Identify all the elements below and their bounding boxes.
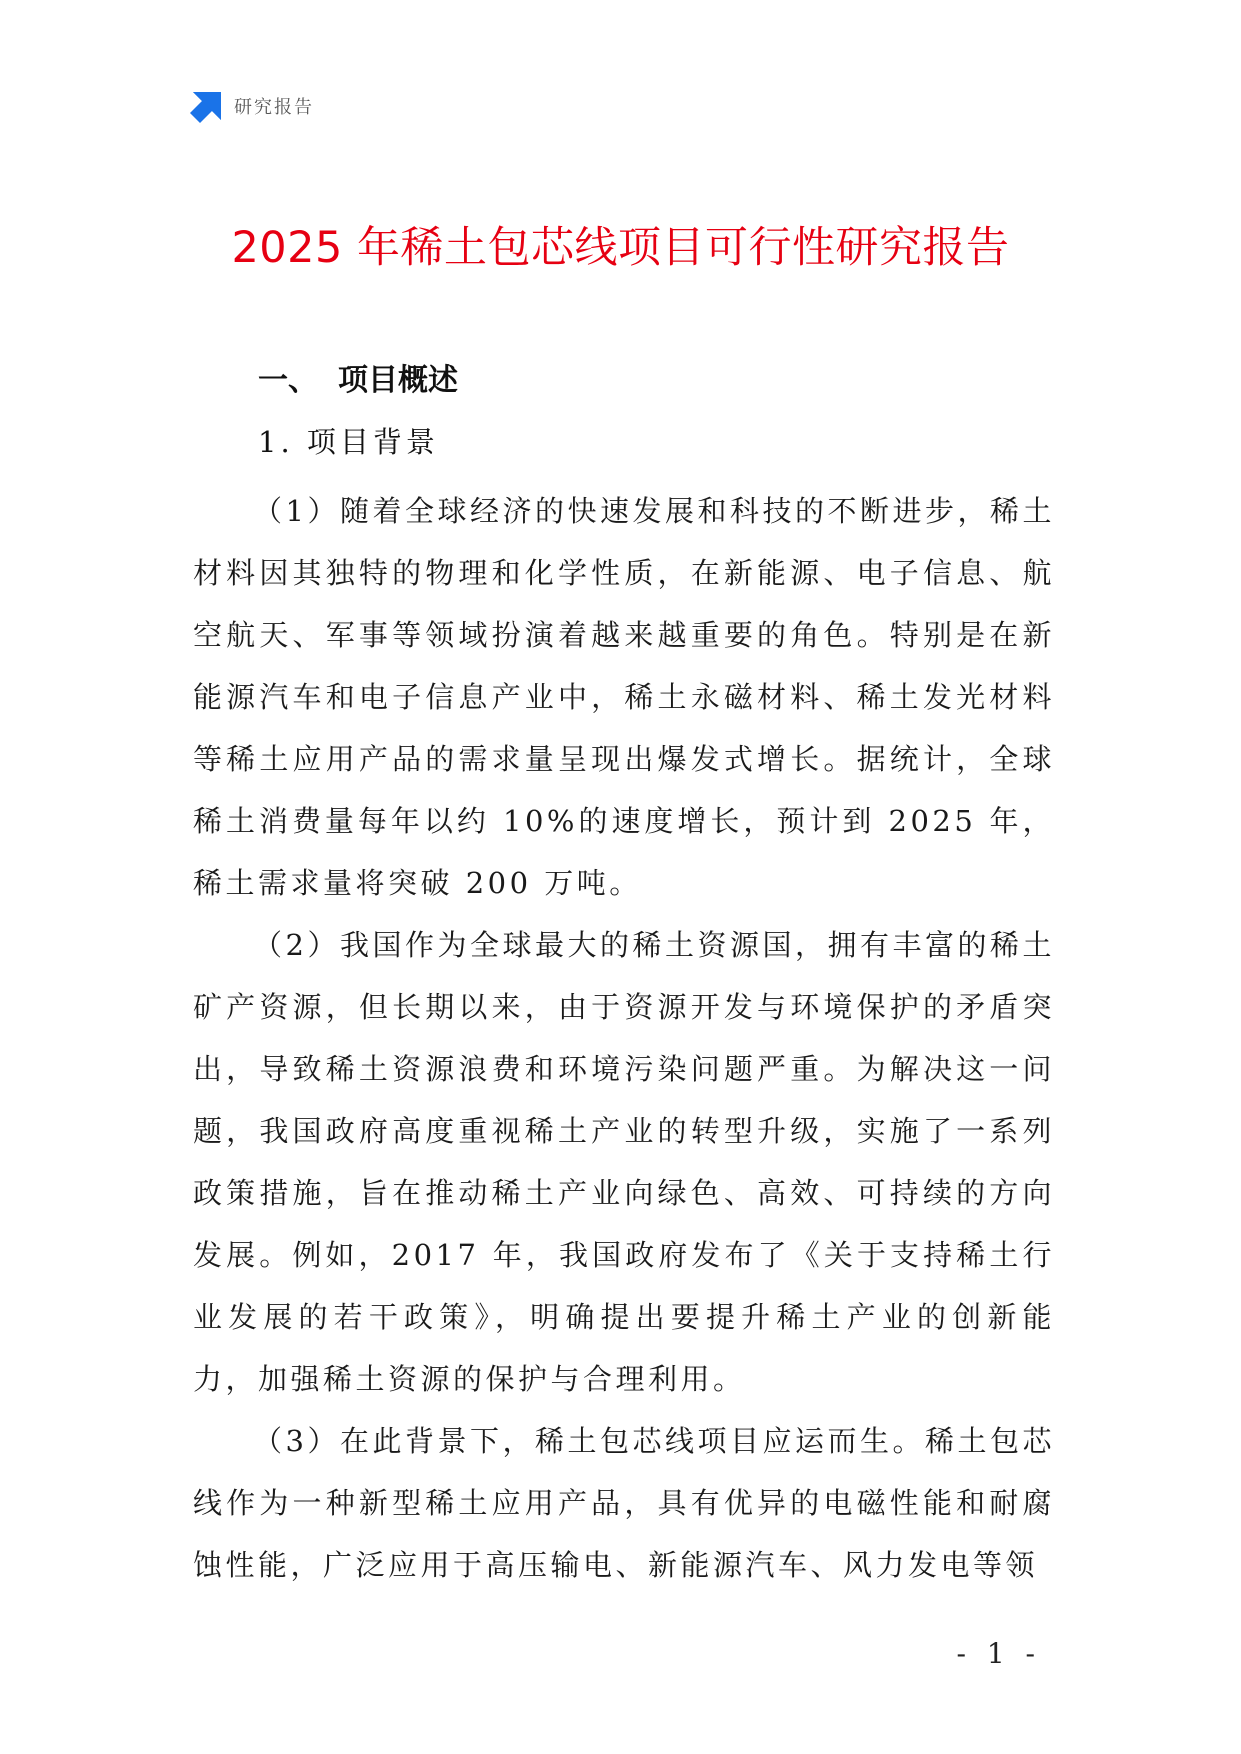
section-heading — [258, 359, 458, 403]
header-label: 研究报告 — [234, 97, 314, 118]
document-title: 2025 年稀土包芯线项目可行性研究报告 — [231, 223, 1010, 273]
arrow-up-right-logo-icon — [190, 89, 224, 123]
page-number: - 1 - — [956, 1637, 1041, 1670]
section-label: 项目概述 — [338, 363, 458, 398]
subsection-heading: 1. 项目背景 — [258, 425, 439, 459]
document-body — [193, 480, 1055, 1596]
section-number: 一、 — [258, 363, 318, 398]
page-header — [190, 88, 314, 124]
paragraph-2: （2）我国作为全球最大的稀土资源国，拥有丰富的稀土矿产资源，但长期以来，由于资源开发与环境保护的矛盾突出，导致稀土资源浪费和环境污染问题严重。为解决这一问题，我国政府高度重视稀土产业的转型升级，实施了一系列政策措施，旨在推动稀土产业向绿色、高效、可持续的方向发展。例如，2017 年，我国政府发布了《关于支持稀土行业发展的若干政策》，明确提出要提升稀土产业的创新能力，加强稀土资源的保护与合理利用。 — [193, 928, 1055, 1396]
paragraph-1: （1）随着全球经济的快速发展和科技的不断进步，稀土材料因其独特的物理和化学性质，在新能源、电子信息、航空航天、军事等领域扮演着越来越重要的角色。特别是在新能源汽车和电子信息产业中，稀土永磁材料、稀土发光材料等稀土应用产品的需求量呈现出爆发式增长。据统计，全球稀土消费量每年以约 10%的速度增长，预计到 2025 年，稀土需求量将突破 200 万吨。 — [193, 494, 1055, 900]
paragraph-3: （3）在此背景下，稀土包芯线项目应运而生。稀土包芯线作为一种新型稀土应用产品，具有优异的电磁性能和耐腐蚀性能，广泛应用于高压输电、新能源汽车、风力发电等领 — [193, 1424, 1055, 1582]
